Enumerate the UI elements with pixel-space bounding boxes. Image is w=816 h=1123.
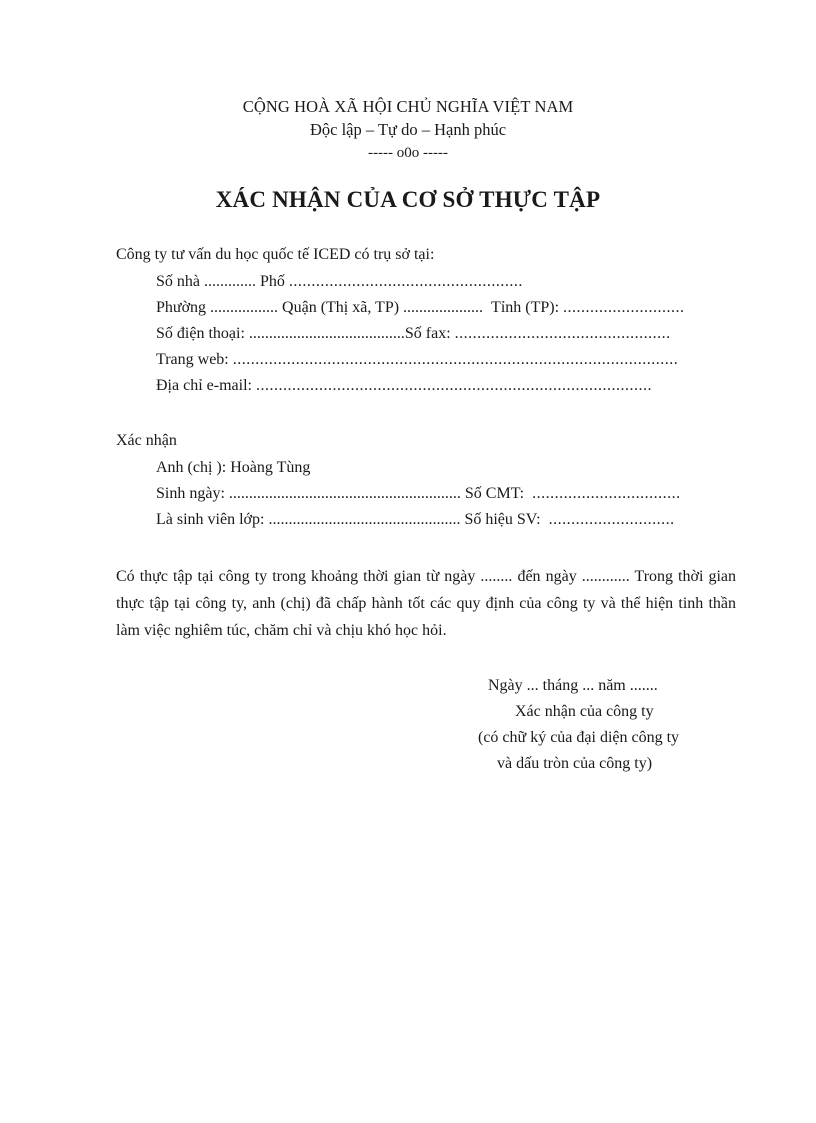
id-card-field: ................................. bbox=[532, 485, 681, 502]
website-row bbox=[156, 350, 734, 370]
province-label: Tỉnh (TP): bbox=[491, 299, 560, 316]
phone-fax-row bbox=[156, 324, 734, 344]
province-field: ........................... bbox=[563, 299, 685, 316]
dob-field: .......................................................... bbox=[228, 485, 461, 502]
fax-field: ................................................ bbox=[454, 325, 671, 342]
confirm-label: Xác nhận bbox=[116, 432, 177, 449]
document-title: XÁC NHẬN CỦA CƠ SỞ THỰC TẬP bbox=[215, 187, 601, 212]
person-name: Anh (chị ): Hoàng Tùng bbox=[156, 459, 311, 476]
house-no-field: ............. bbox=[204, 273, 256, 290]
signature-note-2: và dấu tròn của công ty) bbox=[497, 755, 653, 772]
student-id-field: ............................ bbox=[548, 511, 675, 528]
website-label: Trang web: bbox=[156, 351, 229, 368]
signature-date: Ngày ... tháng ... năm ....... bbox=[488, 677, 658, 694]
phone-field: ...................................... bbox=[248, 325, 401, 342]
dob-id-row bbox=[156, 484, 734, 504]
email-label: Địa chỉ e-mail: bbox=[156, 377, 252, 394]
phone-label: Số điện thoại: bbox=[156, 325, 245, 342]
house-no-label: Số nhà bbox=[156, 273, 200, 290]
house-street-row bbox=[156, 272, 541, 292]
street-field: .................................................... bbox=[288, 273, 523, 290]
national-motto: Độc lập – Tự do – Hạnh phúc bbox=[309, 120, 507, 139]
dob-label: Sinh ngày: bbox=[156, 485, 225, 502]
header-decoration: ----- o0o ----- bbox=[368, 145, 448, 161]
ward-label: Phường bbox=[156, 299, 207, 316]
ward-field: ................. bbox=[210, 299, 279, 316]
country-header: CỘNG HOÀ XÃ HỘI CHỦ NGHĨA VIỆT NAM bbox=[242, 97, 574, 116]
class-label: Là sinh viên lớp: bbox=[156, 511, 265, 528]
website-field: ................................................................................................... bbox=[232, 351, 679, 368]
street-label: Phố bbox=[260, 273, 285, 290]
email-field: ........................................................................................ bbox=[255, 377, 652, 394]
internship-paragraph: Có thực tập tại công ty trong khoảng thời gian từ ngày ........ đến ngày ............ Trong thời gian thực tập tại công ty, anh (chị) đã chấp hành tốt các quy định của công ty và thể hiện tinh thần làm việc nghiêm túc, chăm chỉ và chịu khó học hỏi. bbox=[116, 568, 736, 639]
fax-label: .Số fax: bbox=[400, 325, 451, 342]
id-card-label: Số CMT: bbox=[464, 485, 525, 502]
class-field: ................................................ bbox=[268, 511, 461, 528]
signature-note-1: (có chữ ký của đại diện công ty bbox=[478, 729, 680, 746]
student-id-label: Số hiệu SV: bbox=[464, 511, 541, 528]
class-studentid-row bbox=[156, 510, 734, 530]
email-row bbox=[156, 376, 734, 396]
signature-title: Xác nhận của công ty bbox=[515, 703, 654, 720]
district-label: Quận (Thị xã, TP) bbox=[282, 299, 400, 316]
district-field: .................... bbox=[403, 299, 484, 316]
ward-district-row bbox=[156, 298, 734, 318]
company-intro: Công ty tư vấn du học quốc tế ICED có trụ sở tại: bbox=[116, 246, 435, 263]
